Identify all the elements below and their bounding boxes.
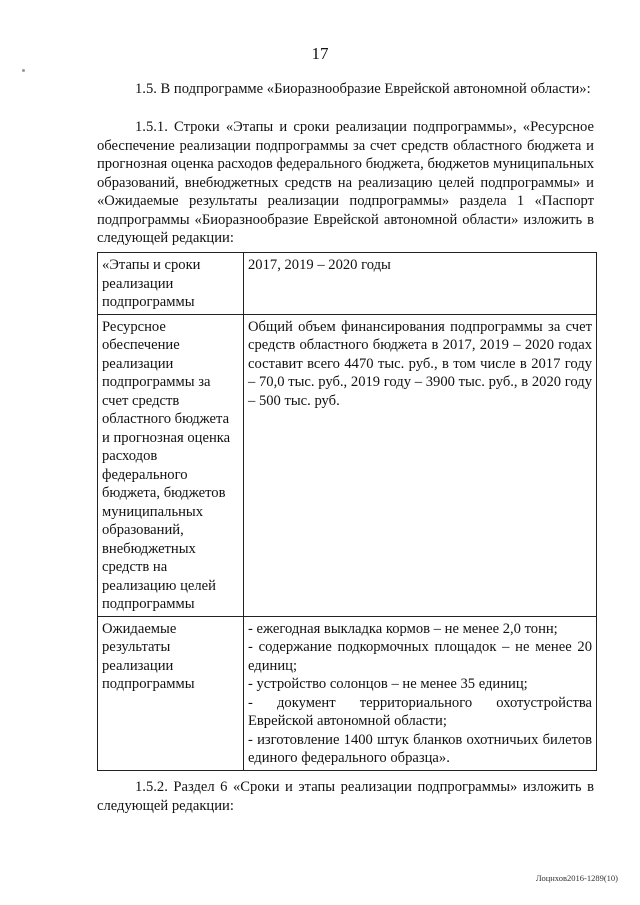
result-item: - ежегодная выкладка кормов – не менее 2,0 тонн;: [248, 620, 558, 637]
result-item: - содержание подкормочных площадок – не менее 20 единиц;: [248, 639, 592, 674]
section-1-5-1-paragraph: 1.5.1. Строки «Этапы и сроки реализации подпрограммы», «Ресурсное обеспечение реализации подпрограммы за счет средств областного бюджета и прогнозная оценка расходов федерального бюджета, бюджетов муниципальных образований, внебюджетных средств на реализацию целей подпрограммы» и «Ожидаемые результаты реализации подпрограммы» раздела 1 «Паспорт подпрограммы «Биоразнообразие Еврейской автономной области» изложить в следующей редакции:: [97, 119, 594, 246]
row-label-stages: «Этапы и сроки реализации подпрограммы: [98, 253, 244, 315]
row-content-results: [244, 616, 597, 770]
table-row: [98, 253, 597, 315]
section-1-5-2-paragraph: 1.5.2. Раздел 6 «Сроки и этапы реализации подпрограммы» изложить в следующей редакции:: [97, 779, 594, 814]
row-content-funding: Общий объем финансирования подпрограммы за счет средств областного бюджета в 2017, 2019 – 2020 годах составит всего 4470 тыс. руб., в том числе в 2017 году – 70,0 тыс. руб., 2019 году – 3900 тыс. руб., в 2020 году – 500 тыс. руб.: [244, 314, 597, 616]
section-1-5-heading: 1.5. В подпрограмме «Биоразнообразие Еврейской автономной области»:: [135, 81, 591, 97]
row-label-results: Ожидаемые результаты реализации подпрограммы: [98, 616, 244, 770]
scan-speck: [22, 69, 25, 72]
table-row: [98, 616, 597, 770]
passport-table: [97, 252, 597, 771]
page-number: 17: [311, 44, 329, 63]
footer-document-code: Лоцнхов2016-1289(10): [535, 873, 618, 883]
result-item: - документ территориального охотустройства Еврейской автономной области;: [248, 694, 592, 729]
row-label-funding: Ресурсное обеспечение реализации подпрограммы за счет средств областного бюджета и прогнозная оценка расходов федерального бюджета, бюджетов муниципальных образований, внебюджетных средств на реализацию целей подпрограммы: [98, 314, 244, 616]
result-item: - устройство солонцов – не менее 35 единиц;: [248, 676, 528, 692]
row-content-stages: 2017, 2019 – 2020 годы: [244, 253, 597, 315]
result-item: - изготовление 1400 штук бланков охотничьих билетов единого федерального образца».: [248, 731, 592, 766]
table-row: [98, 314, 597, 616]
